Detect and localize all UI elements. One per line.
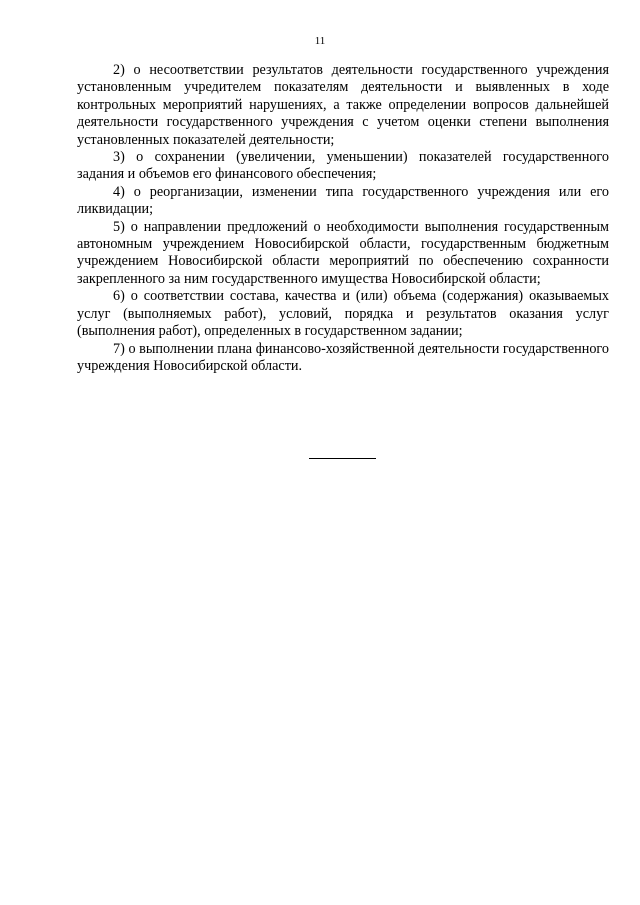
- paragraph-item-4: 4) о реорганизации, изменении типа государственного учреждения или его ликвидации;: [77, 183, 609, 218]
- paragraph-item-6: 6) о соответствии состава, качества и (или) объема (содержания) оказываемых услуг (выполняемых работ), условий, порядка и результатов оказания услуг (выполнения работ), определенных в государственном задании;: [77, 288, 609, 340]
- document-body: [77, 62, 609, 375]
- paragraph-item-7: 7) о выполнении плана финансово-хозяйственной деятельности государственного учреждения Новосибирской области.: [77, 340, 609, 374]
- page-number: 11: [314, 35, 326, 47]
- paragraph-item-5: 5) о направлении предложений о необходимости выполнения государственным автономным учреждением Новосибирской области, государственным бюджетным учреждением Новосибирской области мероприятий по обеспечению сохранности закрепленного за ним государственного имущества Новосибирской области;: [77, 218, 609, 287]
- end-divider: [309, 458, 376, 459]
- paragraph-item-3: 3) о сохранении (увеличении, уменьшении) показателей государственного задания и объемов его финансового обеспечения;: [77, 149, 609, 183]
- paragraph-item-2: 2) о несоответствии результатов деятельности государственного учреждения установленным учредителем показателям деятельности и выявленных в ходе контрольных мероприятий нарушениях, а также определении вопросов дальнейшей деятельности государственного учреждения с учетом оценки степени выполнения установленных показателей деятельности;: [77, 62, 609, 148]
